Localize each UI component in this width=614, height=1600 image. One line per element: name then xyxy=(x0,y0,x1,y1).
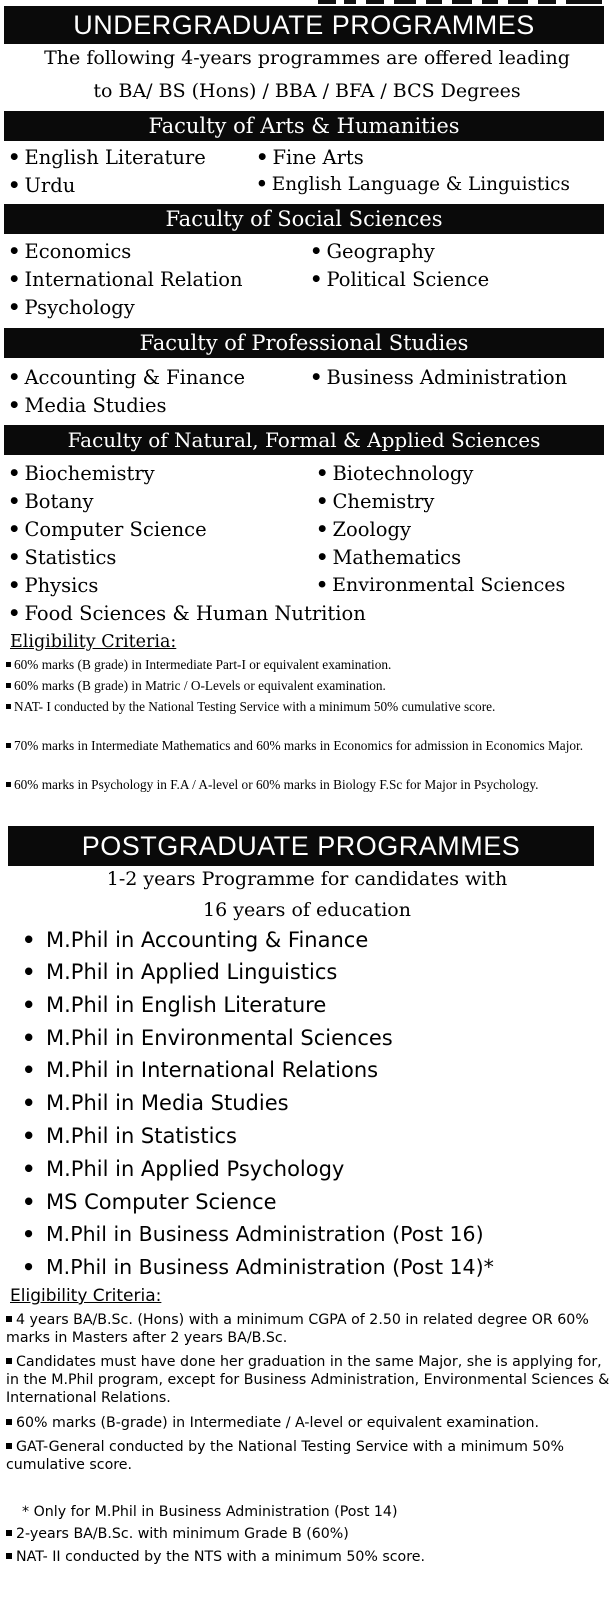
program-item: • Zoology xyxy=(316,518,411,541)
undergraduate-eligibility-item: 60% marks in Psychology in F.A / A-level or 60% marks in Biology F.Sc for Major in Psychology. xyxy=(6,777,606,793)
program-item: • Computer Science xyxy=(8,518,207,541)
undergraduate-eligibility-item: 60% marks (B grade) in Matric / O-Levels or equivalent examination. xyxy=(6,678,606,694)
program-item: • Fine Arts xyxy=(256,146,364,169)
undergraduate-eligibility-item: 60% marks (B grade) in Intermediate Part-I or equivalent examination. xyxy=(6,657,606,673)
program-item: • Environmental Sciences xyxy=(316,574,566,596)
postgraduate-program-item: • MS Computer Science xyxy=(22,1190,277,1214)
postgraduate-eligibility-item: 4 years BA/B.Sc. (Hons) with a minimum CGPA of 2.50 in related degree OR 60% marks in Masters after 2 years BA/B.Sc. xyxy=(6,1312,589,1346)
postgraduate-footnote-criteria-item: 2-years BA/B.Sc. with minimum Grade B (60%) xyxy=(6,1525,612,1543)
program-item: • Biotechnology xyxy=(316,462,474,485)
postgraduate-footnote-criteria-item: NAT- II conducted by the NTS with a minimum 50% score. xyxy=(6,1548,612,1566)
program-item: • International Relation xyxy=(8,268,243,291)
faculty-heading-social: Faculty of Social Sciences xyxy=(4,204,604,234)
postgraduate-program-item: • M.Phil in Business Administration (Post 14)* xyxy=(22,1255,494,1279)
program-item: • English Literature xyxy=(8,146,206,169)
program-item: • Media Studies xyxy=(8,394,167,417)
program-item: • Economics xyxy=(8,240,132,263)
postgraduate-program-item: • M.Phil in Media Studies xyxy=(22,1091,289,1115)
program-item: • Chemistry xyxy=(316,490,435,513)
faculty-heading-arts: Faculty of Arts & Humanities xyxy=(4,111,604,141)
postgraduate-program-item: • M.Phil in English Literature xyxy=(22,993,327,1017)
undergraduate-intro-line1: The following 4-years programmes are offered leading xyxy=(44,47,570,69)
cropped-heading-fragment xyxy=(0,0,614,4)
postgraduate-intro-line1: 1-2 years Programme for candidates with xyxy=(106,868,508,890)
postgraduate-program-item: • M.Phil in Accounting & Finance xyxy=(22,928,369,952)
program-item: • Statistics xyxy=(8,546,117,569)
program-item: • Accounting & Finance xyxy=(8,366,246,389)
program-item: • Urdu xyxy=(8,174,76,197)
postgraduate-footnote: * Only for M.Phil in Business Administration (Post 14) xyxy=(22,1504,398,1520)
undergraduate-eligibility-item: 70% marks in Intermediate Mathematics and 60% marks in Economics for admission in Economics Major. xyxy=(6,738,606,754)
undergraduate-eligibility-title: Eligibility Criteria: xyxy=(10,632,177,652)
program-item: • Psychology xyxy=(8,296,135,319)
postgraduate-title: POSTGRADUATE PROGRAMMES xyxy=(8,826,594,866)
postgraduate-eligibility-title: Eligibility Criteria: xyxy=(10,1286,162,1306)
postgraduate-program-item: • M.Phil in Applied Psychology xyxy=(22,1157,345,1181)
program-item: • Food Sciences & Human Nutrition xyxy=(8,602,366,625)
program-item: • Business Administration xyxy=(310,366,568,389)
program-item: • Geography xyxy=(310,240,435,263)
postgraduate-eligibility-item: GAT-General conducted by the National Testing Service with a minimum 50% cumulative score. xyxy=(6,1439,564,1473)
undergraduate-eligibility-item: NAT- I conducted by the National Testing Service with a minimum 50% cumulative score. xyxy=(6,699,606,715)
program-item: • Biochemistry xyxy=(8,462,155,485)
program-item: • Political Science xyxy=(310,268,490,291)
program-item: • Mathematics xyxy=(316,546,462,569)
postgraduate-program-item: • M.Phil in Statistics xyxy=(22,1124,237,1148)
undergraduate-title: UNDERGRADUATE PROGRAMMES xyxy=(4,6,604,44)
program-item: • Botany xyxy=(8,490,94,513)
postgraduate-intro-line2: 16 years of education xyxy=(203,899,411,921)
postgraduate-program-item: • M.Phil in Applied Linguistics xyxy=(22,960,338,984)
undergraduate-intro-line2: to BA/ BS (Hons) / BBA / BFA / BCS Degrees xyxy=(93,80,521,102)
faculty-heading-natural: Faculty of Natural, Formal & Applied Sciences xyxy=(4,425,604,455)
postgraduate-program-item: • M.Phil in International Relations xyxy=(22,1058,379,1082)
postgraduate-program-item: • M.Phil in Business Administration (Post 16) xyxy=(22,1222,484,1246)
postgraduate-eligibility-item: 60% marks (B-grade) in Intermediate / A-level or equivalent examination. xyxy=(6,1414,612,1432)
program-item: • English Language & Linguistics xyxy=(256,174,570,195)
program-item: • Physics xyxy=(8,574,99,597)
postgraduate-program-item: • M.Phil in Environmental Sciences xyxy=(22,1026,393,1050)
postgraduate-eligibility-item: Candidates must have done her graduation in the same Major, she is applying for, in the M.Phil program, except for Business Administration, Environmental Sciences & International Relations. xyxy=(6,1354,610,1406)
faculty-heading-professional: Faculty of Professional Studies xyxy=(4,328,604,358)
